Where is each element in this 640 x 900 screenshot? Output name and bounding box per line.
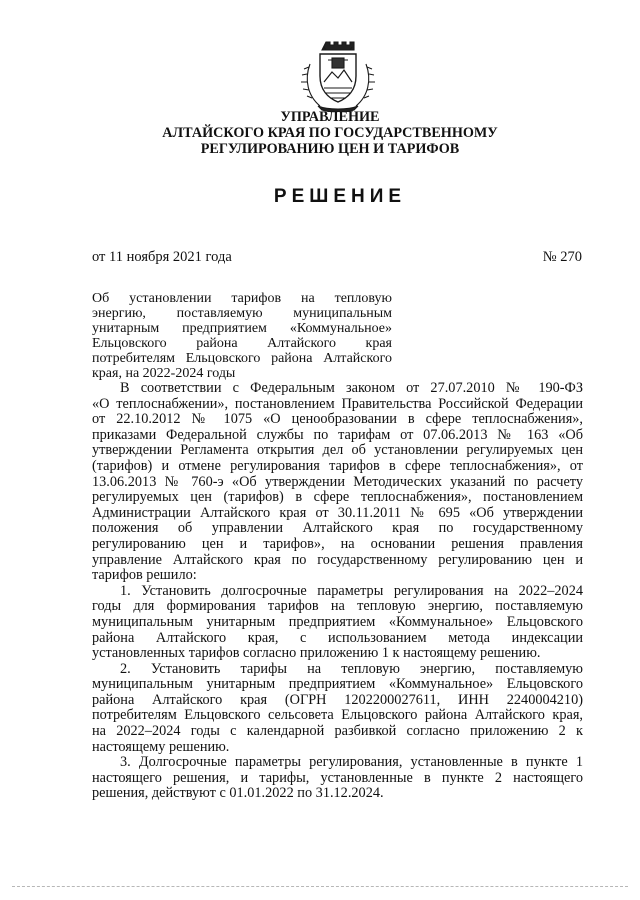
body-line: утверждении Регламента открытия дел об установлении регулируемых цен <box>92 442 583 459</box>
body-line: (тарифов) и отмене регулирования тарифов в сфере теплоснабжения», от <box>92 457 583 474</box>
body-line: управление Алтайского края по государственному регулированию цен и <box>92 551 583 568</box>
body-line: потребителям Ельцовского сельсовета Ельцовского района Алтайского края, <box>92 707 583 724</box>
body-line: района Алтайского края, с использованием метода индексации <box>92 629 583 646</box>
subject-line: Ельцовского района Алтайского края <box>92 336 392 351</box>
body-line: на 2022–2024 годы с календарной разбивкой согласно приложению 2 к <box>92 723 583 740</box>
body-line: решения, действуют с 01.01.2022 по 31.12.2024. <box>92 785 384 802</box>
body-line: 13.06.2013 № 760-э «Об утверждении Методических указаний по расчету <box>92 473 583 490</box>
subject-line: потребителям Ельцовского района Алтайского <box>92 351 392 366</box>
body-line: муниципальным унитарным предприятием «Коммунальное» Ельцовского <box>92 613 583 630</box>
body-line: В соответствии с Федеральным законом от 27.07.2010 № 190-ФЗ <box>120 380 583 396</box>
altai-krai-coat-of-arms-icon <box>298 30 378 112</box>
body-line: регулируемых цен (тарифов) в сфере теплоснабжения», постановлением <box>92 489 583 506</box>
body-line: установленных тарифов согласно приложению 1 к настоящему решению. <box>92 645 541 662</box>
document-date: от 11 ноября 2021 года <box>92 249 232 265</box>
document-subject <box>92 291 392 381</box>
body-line: тарифов решило: <box>92 567 197 584</box>
body-line: района Алтайского края (ОГРН 1202200027611, ИНН 2240004210) <box>92 691 583 708</box>
document-body <box>92 381 583 802</box>
authority-line: РЕГУЛИРОВАНИЮ ЦЕН И ТАРИФОВ <box>200 141 460 157</box>
body-line: 2. Установить тарифы на тепловую энергию, поставляемую <box>120 660 583 677</box>
body-line: от 22.10.2012 № 1075 «О ценообразовании в сфере теплоснабжения», <box>92 411 583 428</box>
body-line: регулированию цен и тарифов», на основании решения правления <box>92 535 583 552</box>
body-line: «О теплоснабжении», постановлением Правительства Российской Федерации <box>92 395 583 412</box>
subject-line: энергию, поставляемую муниципальным <box>92 306 392 321</box>
page-bottom-divider <box>12 886 628 887</box>
body-line: положения об управлении Алтайского края по государственному <box>92 520 583 537</box>
authority-line: УПРАВЛЕНИЕ <box>280 109 380 125</box>
body-line: настоящему решению. <box>92 738 230 755</box>
body-line: Администрации Алтайского края от 30.11.2011 № 695 «Об утверждении <box>92 504 583 521</box>
issuing-authority <box>120 109 540 157</box>
document-type-heading: РЕШЕНИЕ <box>273 186 407 207</box>
body-line: 1. Установить долгосрочные параметры регулирования на 2022–2024 <box>120 582 583 599</box>
authority-line: АЛТАЙСКОГО КРАЯ ПО ГОСУДАРСТВЕННОМУ <box>162 125 498 141</box>
subject-line: Об установлении тарифов на тепловую <box>92 291 392 306</box>
subject-line: края, на 2022-2024 годы <box>92 366 236 381</box>
subject-line: унитарным предприятием «Коммунальное» <box>92 321 392 336</box>
body-line: 3. Долгосрочные параметры регулирования, установленные в пункте 1 <box>120 754 583 771</box>
body-line: годы для формирования тарифов на тепловую энергию, поставляемую <box>92 598 583 615</box>
body-line: приказами Федеральной службы по тарифам от 07.06.2013 № 163 «Об <box>92 426 583 443</box>
document-number: № 270 <box>542 249 582 265</box>
body-line: настоящего решения, и тарифы, установленные в пункте 2 настоящего <box>92 769 583 786</box>
body-line: муниципальным унитарным предприятием «Коммунальное» Ельцовского <box>92 676 583 693</box>
